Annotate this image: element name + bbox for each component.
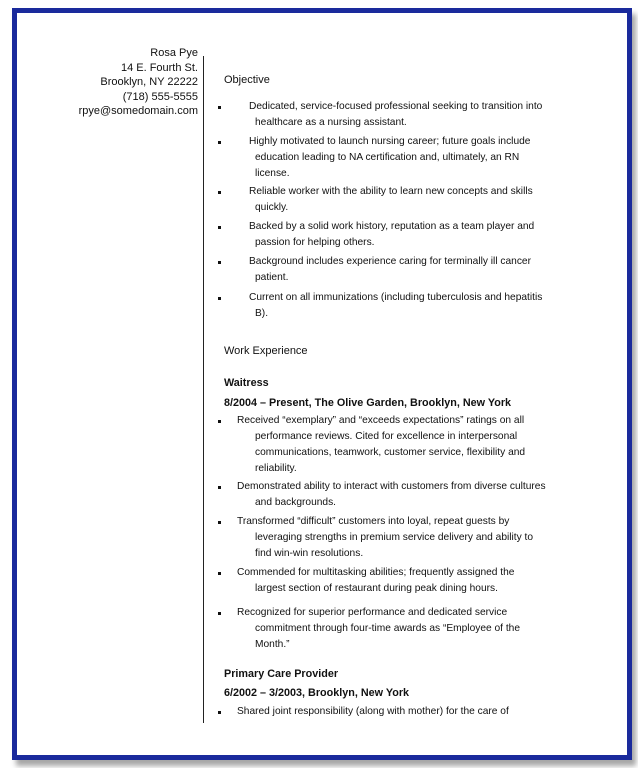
contact-email: rpye@somedomain.com <box>78 105 198 117</box>
job-dates: 8/2004 – Present, The Olive Garden, Brooklyn, New York <box>224 397 512 409</box>
bullet-icon <box>218 612 221 615</box>
objective-item: Backed by a solid work history, reputation as a team player and passion for helping others. <box>218 219 534 251</box>
objective-item: Current on all immunizations (including tuberculosis and hepatitis B). <box>218 290 542 322</box>
bullet-icon <box>218 486 221 489</box>
objective-item: Highly motivated to launch nursing career; future goals include education leading to NA certification and, ultimately, an RN license. <box>218 134 530 182</box>
bullet-icon <box>218 226 221 229</box>
contact-block <box>79 46 198 119</box>
job-dates: 6/2002 – 3/2003, Brooklyn, New York <box>224 687 410 699</box>
job-item: Shared joint responsibility (along with mother) for the care of <box>218 704 509 720</box>
bullet-icon <box>218 261 221 264</box>
objective-item: Reliable worker with the ability to learn new concepts and skills quickly. <box>218 184 533 216</box>
objective-item: Background includes experience caring for terminally ill cancer patient. <box>218 254 531 286</box>
job-title: Waitress <box>224 377 269 389</box>
contact-name: Rosa Pye <box>150 47 198 59</box>
bullet-icon <box>218 572 221 575</box>
objective-item: Dedicated, service-focused professional seeking to transition into healthcare as a nursing assistant. <box>218 99 542 131</box>
bullet-icon <box>218 711 221 714</box>
contact-city: Brooklyn, NY 22222 <box>100 76 198 88</box>
bullet-icon <box>218 106 221 109</box>
bullet-icon <box>218 521 221 524</box>
bullet-icon <box>218 191 221 194</box>
job-item: Demonstrated ability to interact with customers from diverse cultures and backgrounds. <box>218 479 546 511</box>
objective-heading: Objective <box>224 74 270 86</box>
bullet-icon <box>218 297 221 300</box>
job-item: Transformed “difficult” customers into loyal, repeat guests by leveraging strengths in premium service delivery and ability to find win-win resolutions. <box>218 514 533 562</box>
column-divider <box>203 56 204 723</box>
work-experience-heading: Work Experience <box>224 345 308 357</box>
bullet-icon <box>218 420 221 423</box>
job-item: Received “exemplary” and “exceeds expectations” ratings on all performance reviews. Cited for excellence in interpersonal communications, teamwork, customer service, flexibility and reliability. <box>218 413 525 477</box>
job-item: Recognized for superior performance and dedicated service commitment through four-time awards as “Employee of the Month.” <box>218 605 520 653</box>
bullet-icon <box>218 141 221 144</box>
job-title: Primary Care Provider <box>224 668 339 680</box>
job-item: Commended for multitasking abilities; frequently assigned the largest section of restaurant during peak dining hours. <box>218 565 514 597</box>
contact-phone: (718) 555-5555 <box>122 90 198 103</box>
contact-street: 14 E. Fourth St. <box>120 61 198 74</box>
